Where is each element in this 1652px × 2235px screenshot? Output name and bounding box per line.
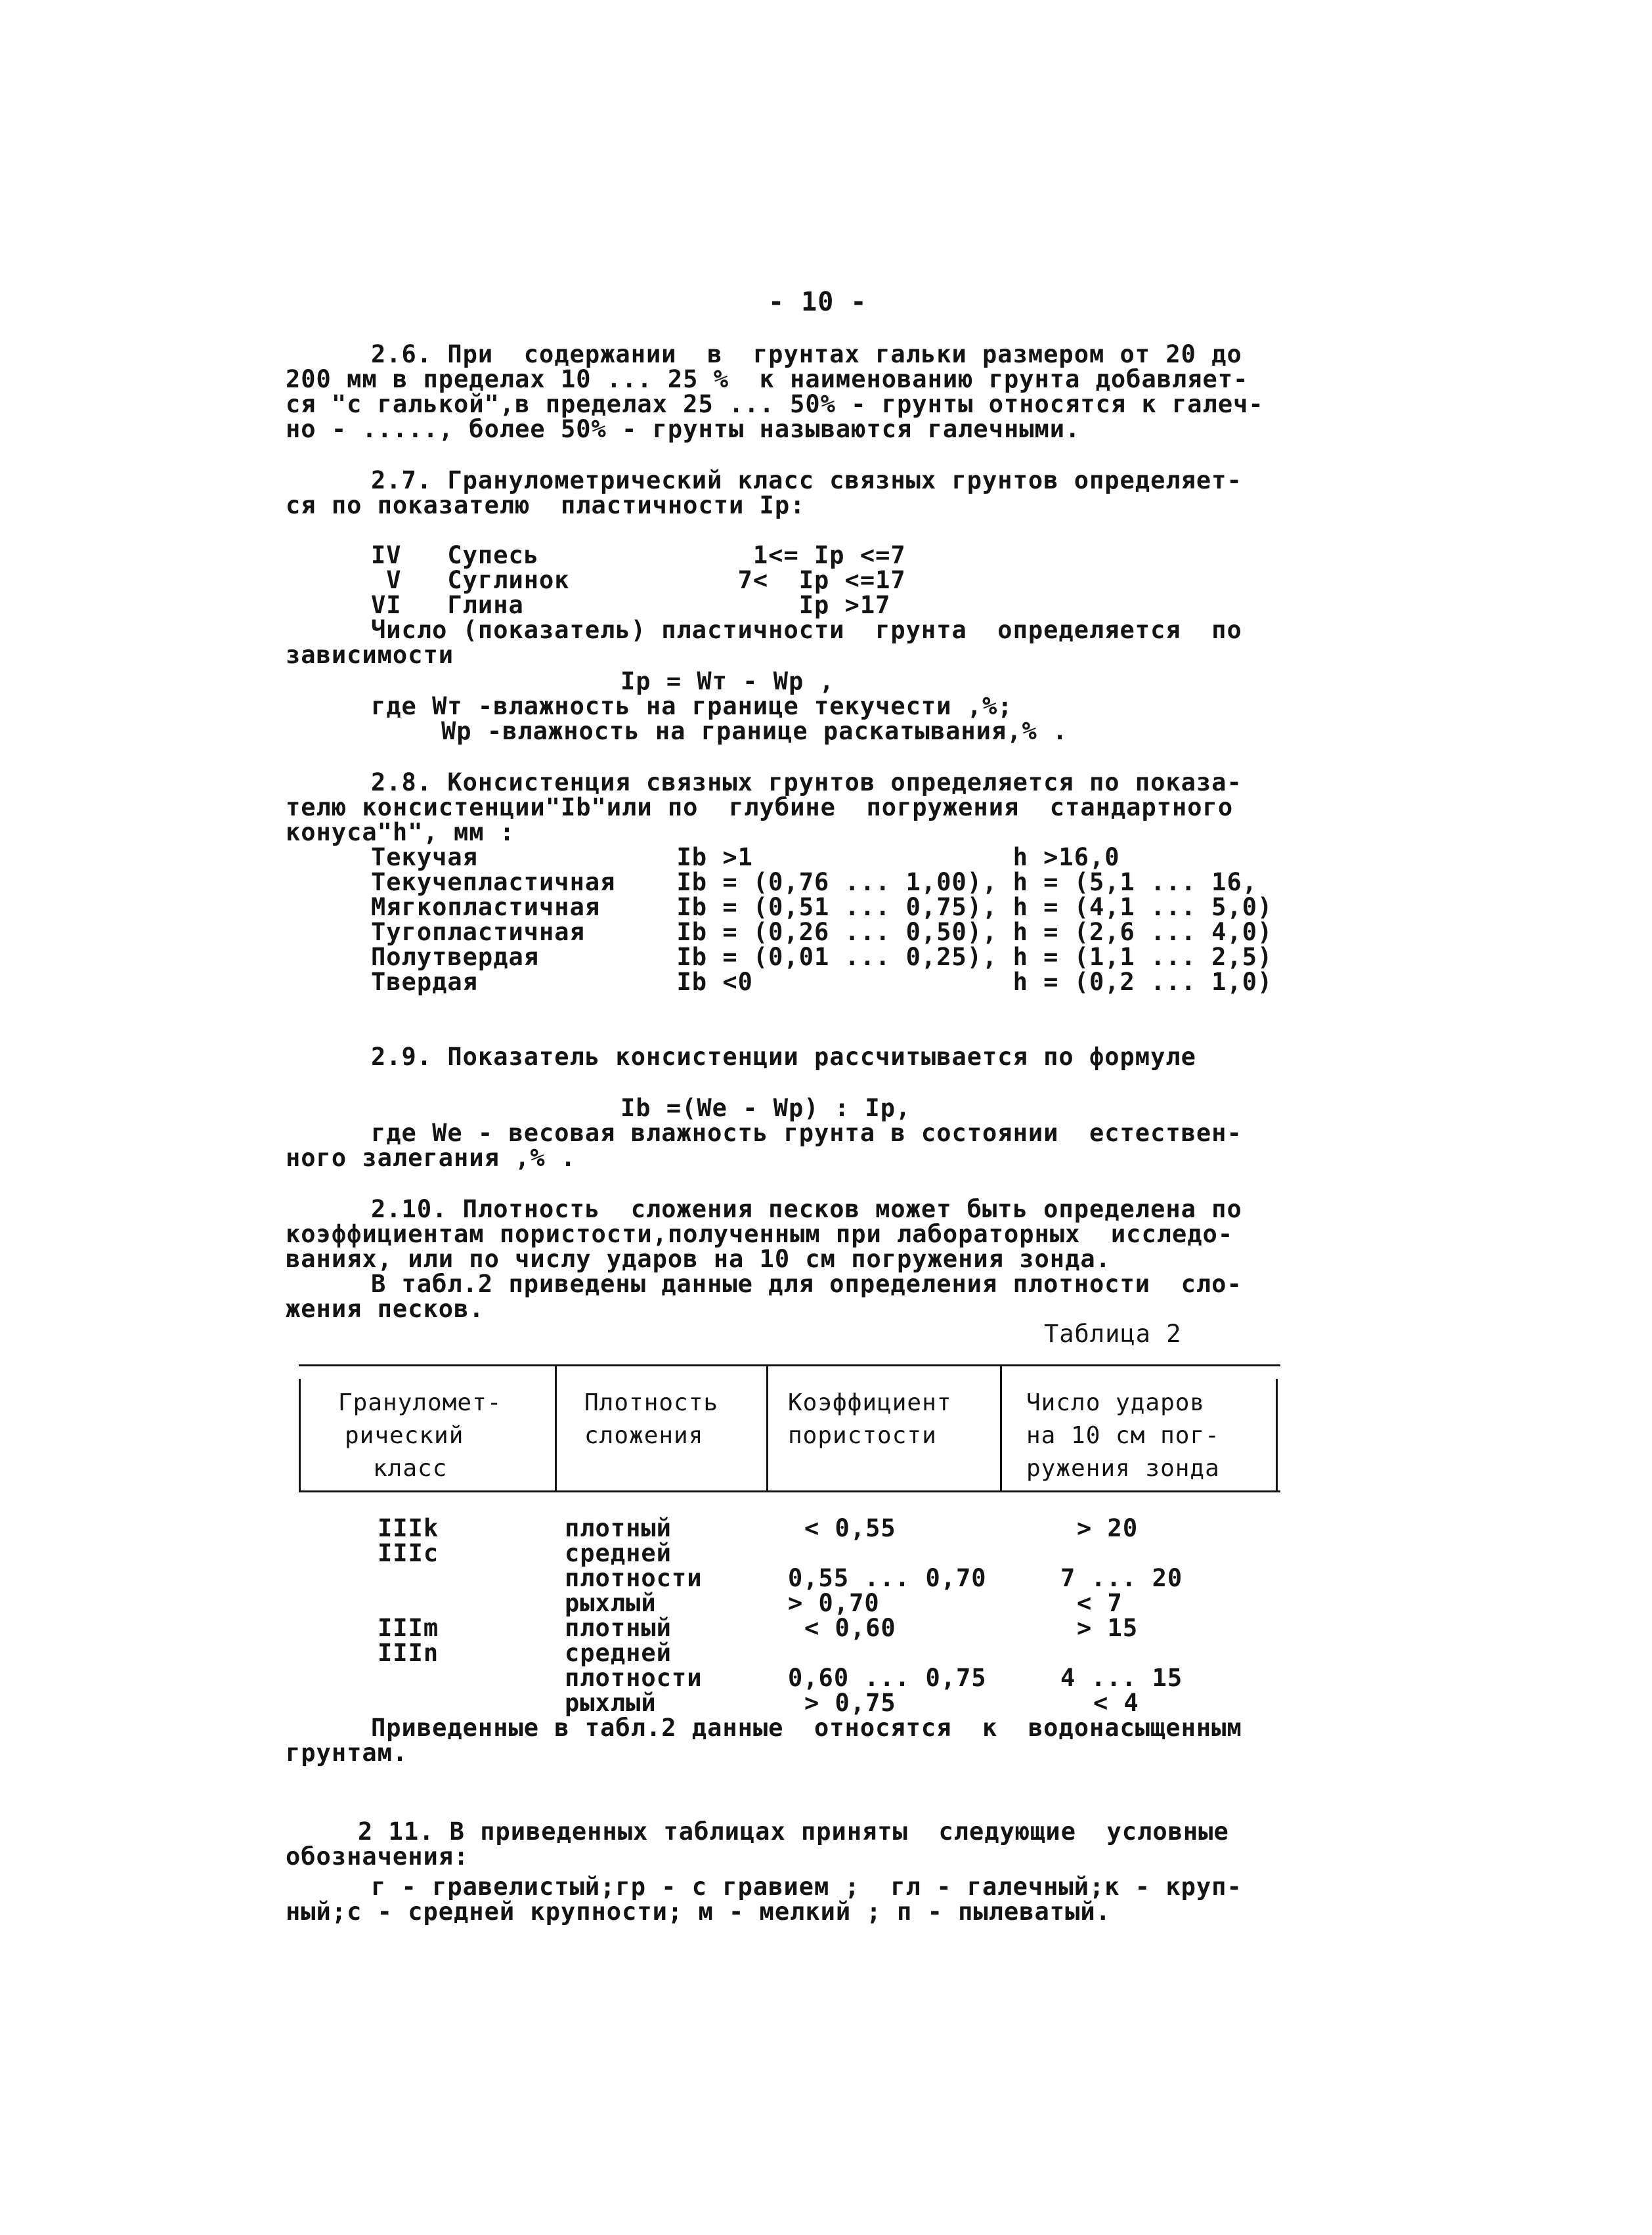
table-border — [1000, 1366, 1002, 1492]
text-line: телю консистенции"Ib"или по глубине погружения стандартного — [286, 793, 1234, 821]
text-line: где We - весовая влажность грунта в состоянии естествен- — [371, 1119, 1242, 1147]
cell-porosity: < 0,60 — [804, 1614, 896, 1642]
text-line: 2.8. Консистенция связных грунтов определяется по показа- — [371, 768, 1242, 796]
consistency-line: Полутвердая Ib = (0,01 ... 0,25), h = (1,1 ... 2,5) — [371, 943, 1273, 971]
cell-density: плотности — [565, 1664, 703, 1692]
cell-density: плотный — [565, 1614, 672, 1642]
page-number: - 10 - — [768, 287, 867, 317]
table-border — [1276, 1379, 1278, 1492]
text-line: ся по показателю пластичности Ip: — [286, 491, 806, 519]
text-line: ваниях, или по числу ударов на 10 см погружения зонда. — [286, 1245, 1111, 1273]
text-line: 200 мм в пределах 10 ... 25 % к наименованию грунта добавляет- — [286, 365, 1249, 393]
consistency-line: Текучепластичная Ib = (0,76 ... 1,00), h = (5,1 ... 16, — [371, 868, 1258, 896]
text-line: Число (показатель) пластичности грунта определяется по — [371, 616, 1242, 644]
text-line: ный;с - средней крупности; м - мелкий ; п - пылеватый. — [286, 1898, 1111, 1926]
cell-density: средней — [565, 1539, 672, 1567]
text-line: 2.7. Гранулометрический класс связных грунтов определяет- — [371, 466, 1242, 494]
cell-blows: < 4 — [1093, 1689, 1139, 1717]
formula: Ib =(We - Wp) : Ip, — [620, 1094, 911, 1122]
text-line: В табл.2 приведены данные для определения плотности сло- — [371, 1270, 1242, 1298]
text-line: жения песков. — [286, 1295, 485, 1323]
cell-blows: > 20 — [1077, 1514, 1139, 1542]
cell-density: средней — [565, 1639, 672, 1667]
class-line: VI Глина Ip >17 — [371, 591, 891, 619]
class-line: IV Супесь 1<= Ip <=7 — [371, 541, 906, 569]
header-blows: на 10 см пог- — [1026, 1422, 1220, 1449]
text-line: коэффициентам пористости,полученным при лабораторных исследо- — [286, 1220, 1234, 1248]
cell-density: плотности — [565, 1564, 703, 1592]
header-density: Плотность — [584, 1389, 719, 1416]
text-line: где Wт -влажность на границе текучести ,%; — [371, 692, 1013, 720]
cell-blows: 7 ... 20 — [1060, 1564, 1183, 1592]
consistency-line: Текучая Ib >1 h >16,0 — [371, 843, 1120, 871]
text-line: г - гравелистый;гр - с гравием ; гл - галечный;к - круп- — [371, 1873, 1242, 1901]
consistency-line: Твердая Ib <0 h = (0,2 ... 1,0) — [371, 968, 1273, 996]
header-porosity: пористости — [788, 1422, 937, 1449]
text-line: но - ....., более 50% - грунты называются галечными. — [286, 415, 1081, 443]
cell-blows: > 15 — [1077, 1614, 1139, 1642]
cell-class: IIIn — [378, 1639, 439, 1667]
table-rule-top — [299, 1364, 1280, 1366]
cell-density: рыхлый — [565, 1589, 657, 1617]
text-line: 2.6. При содержании в грунтах гальки размером от 20 до — [371, 340, 1242, 368]
text-line: конуса"h", мм : — [286, 818, 515, 846]
text-line: Wp -влажность на границе раскатывания,% . — [441, 717, 1068, 745]
header-class: Грануломет- — [338, 1389, 502, 1416]
text-line: грунтам. — [286, 1739, 408, 1767]
cell-porosity: 0,55 ... 0,70 — [788, 1564, 987, 1592]
cell-porosity: > 0,70 — [788, 1589, 880, 1617]
cell-class: IIIm — [378, 1614, 439, 1642]
text-line: ного залегания ,% . — [286, 1144, 576, 1172]
cell-class: IIIk — [378, 1514, 439, 1542]
cell-porosity: > 0,75 — [804, 1689, 896, 1717]
table-border — [299, 1379, 301, 1492]
table-border — [555, 1366, 557, 1492]
table-rule-bottom — [299, 1490, 1280, 1492]
cell-density: плотный — [565, 1514, 672, 1542]
formula: Ip = Wт - Wp , — [620, 667, 835, 695]
header-blows: Число ударов — [1026, 1389, 1206, 1416]
header-density: сложения — [584, 1422, 704, 1449]
header-blows: ружения зонда — [1026, 1455, 1220, 1482]
cell-density: рыхлый — [565, 1689, 657, 1717]
cell-blows: 4 ... 15 — [1060, 1664, 1183, 1692]
text-line: обозначения: — [286, 1842, 469, 1871]
table-caption: Таблица 2 — [1044, 1320, 1182, 1348]
text-line: зависимости — [286, 641, 454, 669]
table-border — [766, 1366, 768, 1492]
cell-porosity: 0,60 ... 0,75 — [788, 1664, 987, 1692]
cell-blows: < 7 — [1077, 1589, 1123, 1617]
header-class: класс — [373, 1455, 448, 1482]
text-line: ся "с галькой",в пределах 25 ... 50% - грунты относятся к галеч- — [286, 390, 1264, 418]
text-line: 2 11. В приведенных таблицах приняты следующие условные — [358, 1817, 1229, 1846]
cell-porosity: < 0,55 — [804, 1514, 896, 1542]
text-line: 2.9. Показатель консистенции рассчитывается по формуле — [371, 1043, 1196, 1071]
cell-class: IIIc — [378, 1539, 439, 1567]
header-class: рический — [345, 1422, 464, 1449]
class-line: V Суглинок 7< Ip <=17 — [371, 566, 906, 594]
consistency-line: Тугопластичная Ib = (0,26 ... 0,50), h = (2,6 ... 4,0) — [371, 918, 1273, 946]
header-porosity: Коэффициент — [788, 1389, 952, 1416]
consistency-line: Мягкопластичная Ib = (0,51 ... 0,75), h = (4,1 ... 5,0) — [371, 893, 1273, 921]
text-line: Приведенные в табл.2 данные относятся к водонасыщенным — [371, 1714, 1242, 1742]
text-line: 2.10. Плотность сложения песков может быть определена по — [371, 1195, 1242, 1223]
